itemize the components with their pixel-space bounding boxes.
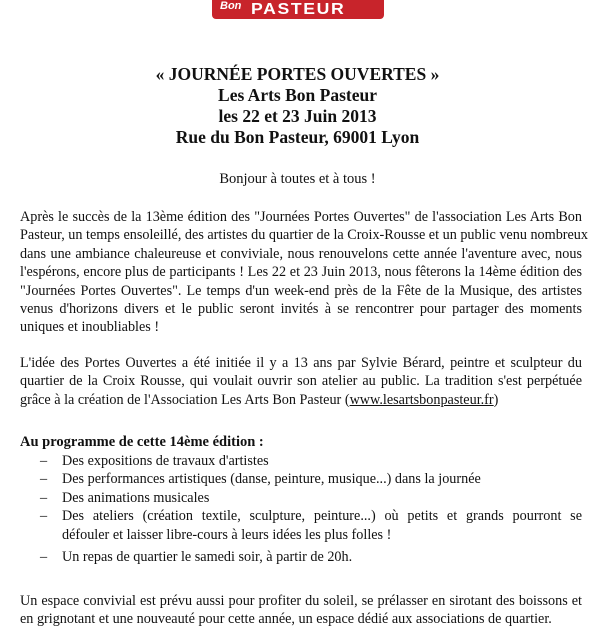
closing-line: Un espace convivial est prévu aussi pour profiter du soleil, se prélasser en sirotant des boissons et — [20, 593, 582, 609]
logo-small-text: Bon — [220, 0, 242, 12]
program-title: Au programme de cette 14ème édition : — [20, 434, 264, 450]
dash-bullet: – — [40, 489, 48, 506]
event-dates: les 22 et 23 Juin 2013 — [218, 106, 377, 126]
program-item — [20, 489, 582, 507]
dash-bullet: – — [40, 453, 48, 469]
history-line: quartier de la Croix Rousse, qui voulait ouvrir son atelier au public. La tradition s'est perpétuée — [20, 373, 582, 390]
program-item-text: Un repas de quartier le samedi soir, à partir de 20h. — [62, 549, 353, 566]
program-item-text: Des expositions de travaux d'artistes — [62, 453, 269, 469]
intro-paragraph — [20, 208, 588, 337]
bon-pasteur-logo — [212, 0, 384, 19]
closing-line: en grignotant et une nouveauté pour cette année, un espace dédié aux associations de quartier. — [20, 611, 552, 628]
event-address: Rue du Bon Pasteur, 69001 Lyon — [175, 127, 420, 147]
website-link[interactable]: www.lesartsbonpasteur.fr — [349, 391, 494, 408]
event-title-block — [0, 64, 595, 148]
dash-bullet: – — [40, 471, 48, 488]
intro-line: Après le succès de la 13ème édition des "Journées Portes Ouvertes" de l'association Les Arts Bon — [20, 209, 582, 225]
history-line-suffix: ) — [493, 391, 499, 408]
history-line-prefix: grâce à la création de l'Association Les Arts Bon Pasteur ( — [20, 391, 350, 408]
history-line: L'idée des Portes Ouvertes a été initiée il y a 13 ans par Sylvie Bérard, peintre et sculpteur du — [20, 355, 582, 371]
program-list — [20, 452, 582, 566]
program-item — [20, 548, 582, 566]
history-paragraph — [20, 354, 582, 409]
intro-line: Pasteur, un temps ensoleillé, des artistes du quartier de la Croix-Rousse et un public venu nombreux — [20, 227, 588, 244]
greeting: Bonjour à toutes et à tous ! — [219, 171, 376, 187]
organizer-name: Les Arts Bon Pasteur — [218, 85, 377, 105]
intro-line: "Journées Portes Ouvertes". Le temps d'un week-end près de la Fête de la Musique, des artistes — [20, 282, 582, 299]
intro-line: dans une ambiance chaleureuse et conviviale, nous renouvelons cette année l'aventure avec, nous — [20, 245, 582, 262]
event-title: « JOURNÉE PORTES OUVERTES » — [155, 64, 440, 84]
dash-bullet: – — [40, 549, 48, 566]
program-item — [20, 452, 582, 470]
program-item — [20, 470, 582, 488]
program-item-text: défouler et laisser libre-cours à leurs idées les plus folles ! — [62, 526, 392, 543]
closing-paragraph — [20, 592, 582, 629]
intro-line: uniques et inoubliables ! — [20, 319, 160, 336]
intro-line: venus d'horizons divers et le public seront invités à se rencontrer pour partager des moments — [20, 301, 582, 318]
dash-bullet: – — [40, 508, 48, 525]
logo-main-text: PASTEUR — [251, 0, 346, 18]
intro-line: l'espérons, encore plus de participants ! Les 22 et 23 Juin 2013, nous fêterons la 14ème édition des — [20, 264, 582, 281]
program-item — [20, 507, 582, 544]
history-line-with-link — [20, 391, 582, 409]
program-item-text: Des animations musicales — [62, 489, 210, 506]
program-item-text: Des ateliers (création textile, sculpture, peinture...) où petits et grands pourront se — [62, 508, 582, 525]
program-item-text: Des performances artistiques (danse, peinture, musique...) dans la journée — [62, 471, 481, 488]
